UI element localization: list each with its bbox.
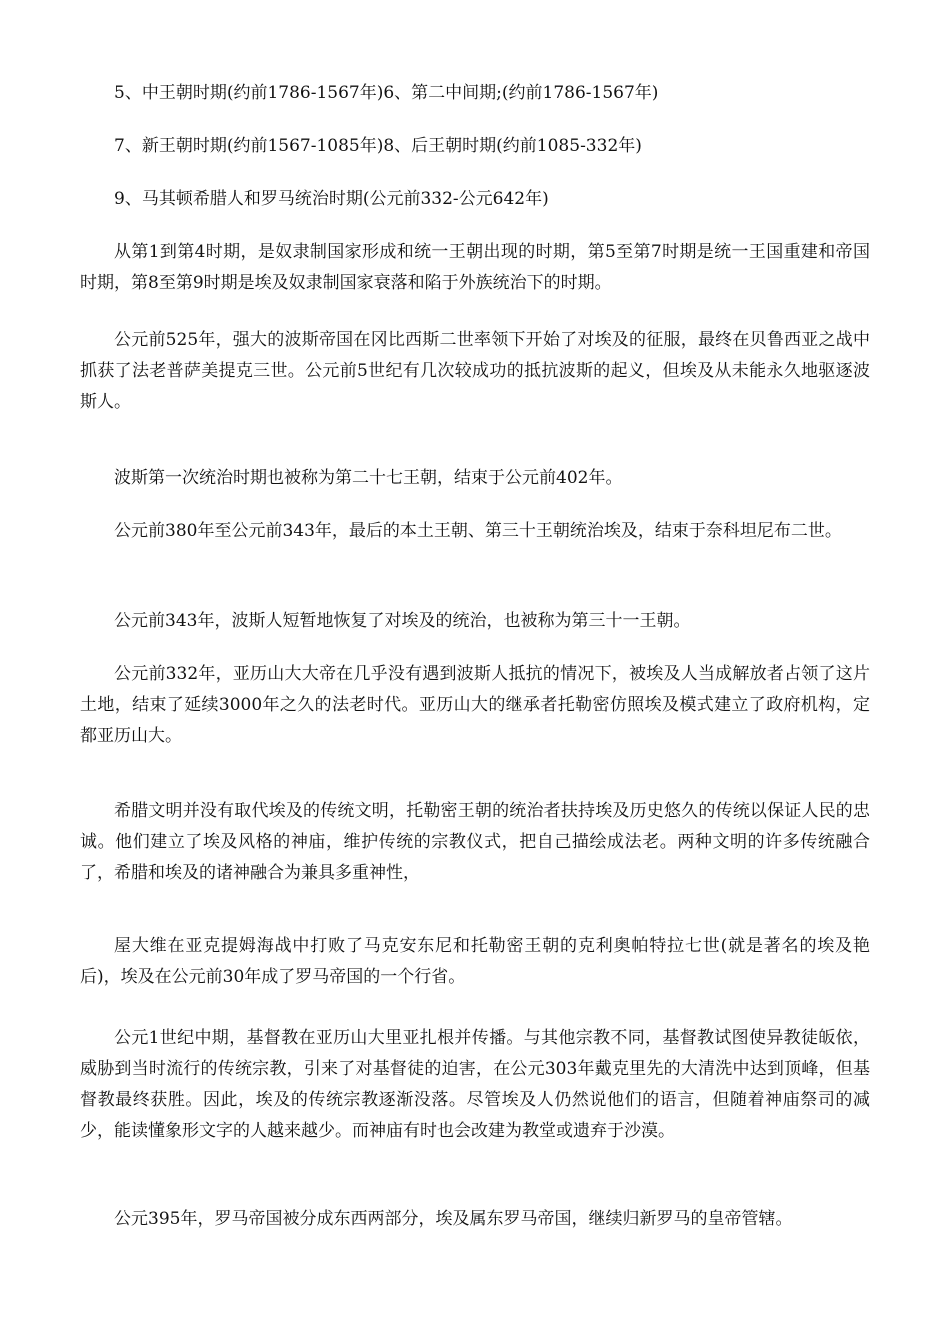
- paragraph-9: 公元前332年，亚历山大大帝在几乎没有遇到波斯人抵抗的情况下，被埃及人当成解放者占领了这片土地，结束了延续3000年之久的法老时代。亚历山大的继承者托勒密仿照埃及模式建立了政府机构，定都亚历山大。: [80, 664, 870, 746]
- paragraph-11: 屋大维在亚克提姆海战中打败了马克安东尼和托勒密王朝的克利奥帕特拉七世(就是著名的埃及艳后)，埃及在公元前30年成了罗马帝国的一个行省。: [80, 936, 870, 987]
- paragraph-2: 7、新王朝时期(约前1567-1085年)8、后王朝时期(约前1085-332年): [114, 136, 642, 156]
- paragraph-13: 公元395年，罗马帝国被分成东西两部分，埃及属东罗马帝国，继续归新罗马的皇帝管辖。: [114, 1209, 793, 1229]
- paragraph-4: 从第1到第4时期，是奴隶制国家形成和统一王朝出现的时期，第5至第7时期是统一王国重建和帝国时期，第8至第9时期是埃及奴隶制国家衰落和陷于外族统治下的时期。: [80, 242, 870, 293]
- paragraph-5: 公元前525年，强大的波斯帝国在冈比西斯二世率领下开始了对埃及的征服，最终在贝鲁西亚之战中抓获了法老普萨美提克三世。公元前5世纪有几次较成功的抵抗波斯的起义，但埃及从未能永久地驱逐波斯人。: [80, 330, 870, 412]
- paragraph-8: 公元前343年，波斯人短暂地恢复了对埃及的统治，也被称为第三十一王朝。: [114, 611, 691, 631]
- paragraph-12: 公元1世纪中期，基督教在亚历山大里亚扎根并传播。与其他宗教不同，基督教试图使异教徒皈依，威胁到当时流行的传统宗教，引来了对基督徒的迫害，在公元303年戴克里先的大清洗中达到顶峰，但基督教最终获胜。因此，埃及的传统宗教逐渐没落。尽管埃及人仍然说他们的语言，但随着神庙祭司的减少，能读懂象形文字的人越来越少。而神庙有时也会改建为教堂或遗弃于沙漠。: [80, 1028, 870, 1141]
- paragraph-10: 希腊文明并没有取代埃及的传统文明，托勒密王朝的统治者扶持埃及历史悠久的传统以保证人民的忠诚。他们建立了埃及风格的神庙，维护传统的宗教仪式，把自己描绘成法老。两种文明的许多传统融合了，希腊和埃及的诸神融合为兼具多重神性，: [80, 801, 870, 883]
- paragraph-3: 9、马其顿希腊人和罗马统治时期(公元前332-公元642年): [114, 189, 549, 209]
- paragraph-6: 波斯第一次统治时期也被称为第二十七王朝，结束于公元前402年。: [114, 468, 623, 488]
- paragraph-7: 公元前380年至公元前343年，最后的本土王朝、第三十王朝统治埃及，结束于奈科坦尼布二世。: [114, 521, 842, 541]
- paragraph-1: 5、中王朝时期(约前1786-1567年)6、第二中间期;(约前1786-1567年): [114, 83, 659, 103]
